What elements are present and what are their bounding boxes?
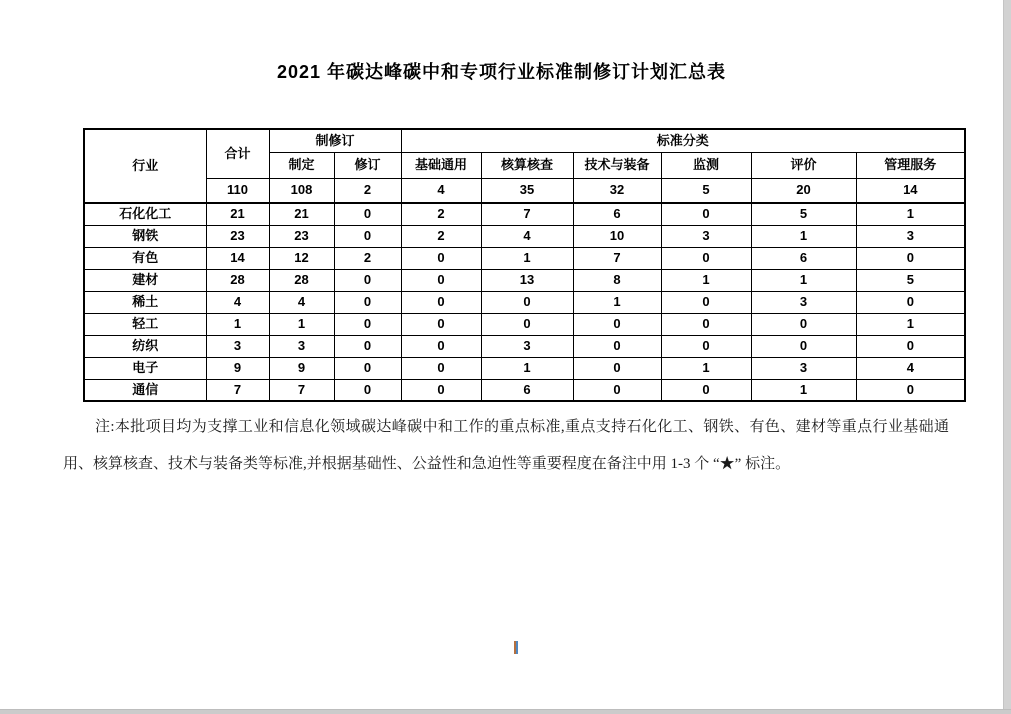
note-text: 注:本批项目均为支撑工业和信息化领域碳达峰碳中和工作的重点标准,重点支持石化化工、钢铁、有色、建材等重点行业基础通用、核算核查、技术与装备类等标准,并根据基础性、公益性和急迫性等重要程度在备注中用 1-3 个 “★” 标注。 — [63, 419, 949, 472]
value-cell: 0 — [573, 379, 661, 401]
header-industry: 行业 — [84, 129, 206, 203]
value-cell: 23 — [269, 225, 334, 247]
value-cell: 1 — [481, 357, 573, 379]
value-cell: 0 — [401, 357, 481, 379]
table-row — [84, 291, 965, 313]
value-cell: 0 — [334, 291, 401, 313]
value-cell: 2 — [334, 247, 401, 269]
value-cell: 1 — [661, 269, 751, 291]
industry-cell: 电子 — [84, 357, 206, 379]
header-class-basic: 基础通用 — [401, 152, 481, 178]
table-row — [84, 313, 965, 335]
industry-cell: 轻工 — [84, 313, 206, 335]
value-cell: 1 — [206, 313, 269, 335]
value-cell: 8 — [573, 269, 661, 291]
document-title: 2021 年碳达峰碳中和专项行业标准制修订计划汇总表 — [276, 62, 727, 82]
value-cell: 0 — [661, 291, 751, 313]
page-edge-right — [1003, 0, 1011, 714]
table-row — [84, 203, 965, 225]
value-cell: 7 — [269, 379, 334, 401]
value-cell: 0 — [481, 313, 573, 335]
value-cell: 21 — [269, 203, 334, 225]
value-cell: 1 — [751, 379, 856, 401]
header-revise: 修订 — [334, 152, 401, 178]
value-cell: 7 — [206, 379, 269, 401]
value-cell: 0 — [751, 335, 856, 357]
total-cell: 32 — [573, 178, 661, 203]
value-cell: 1 — [481, 247, 573, 269]
total-cell: 20 — [751, 178, 856, 203]
value-cell: 3 — [206, 335, 269, 357]
industry-cell: 石化化工 — [84, 203, 206, 225]
value-cell: 1 — [573, 291, 661, 313]
header-formulate: 制定 — [269, 152, 334, 178]
value-cell: 0 — [856, 291, 965, 313]
value-cell: 0 — [661, 335, 751, 357]
total-cell: 14 — [856, 178, 965, 203]
value-cell: 14 — [206, 247, 269, 269]
industry-cell: 钢铁 — [84, 225, 206, 247]
value-cell: 7 — [481, 203, 573, 225]
value-cell: 0 — [401, 335, 481, 357]
value-cell: 0 — [334, 269, 401, 291]
value-cell: 3 — [856, 225, 965, 247]
industry-cell: 有色 — [84, 247, 206, 269]
value-cell: 3 — [269, 335, 334, 357]
value-cell: 0 — [573, 313, 661, 335]
value-cell: 3 — [661, 225, 751, 247]
value-cell: 5 — [751, 203, 856, 225]
value-cell: 21 — [206, 203, 269, 225]
value-cell: 0 — [573, 335, 661, 357]
table-row — [84, 379, 965, 401]
value-cell: 4 — [856, 357, 965, 379]
value-cell: 28 — [206, 269, 269, 291]
value-cell: 0 — [401, 313, 481, 335]
standards-summary-table — [83, 128, 966, 402]
page-number-marker — [514, 641, 518, 654]
value-cell: 0 — [334, 335, 401, 357]
industry-cell: 稀土 — [84, 291, 206, 313]
value-cell: 0 — [334, 357, 401, 379]
value-cell: 0 — [401, 247, 481, 269]
header-class-accounting: 核算核查 — [481, 152, 573, 178]
value-cell: 1 — [856, 203, 965, 225]
total-cell: 110 — [206, 178, 269, 203]
header-class-technology: 技术与装备 — [573, 152, 661, 178]
total-cell: 108 — [269, 178, 334, 203]
industry-cell: 纺织 — [84, 335, 206, 357]
table-row — [84, 335, 965, 357]
total-cell: 5 — [661, 178, 751, 203]
header-classification-group: 标准分类 — [401, 129, 965, 152]
value-cell: 2 — [401, 225, 481, 247]
value-cell: 0 — [751, 313, 856, 335]
header-class-monitoring: 监测 — [661, 152, 751, 178]
table-row — [84, 247, 965, 269]
total-cell: 35 — [481, 178, 573, 203]
value-cell: 1 — [269, 313, 334, 335]
value-cell: 28 — [269, 269, 334, 291]
value-cell: 2 — [401, 203, 481, 225]
value-cell: 4 — [206, 291, 269, 313]
value-cell: 0 — [573, 357, 661, 379]
value-cell: 0 — [334, 225, 401, 247]
value-cell: 13 — [481, 269, 573, 291]
value-cell: 6 — [573, 203, 661, 225]
value-cell: 0 — [401, 269, 481, 291]
table-row — [84, 357, 965, 379]
value-cell: 6 — [751, 247, 856, 269]
value-cell: 1 — [661, 357, 751, 379]
value-cell: 0 — [334, 379, 401, 401]
value-cell: 0 — [481, 291, 573, 313]
value-cell: 1 — [751, 225, 856, 247]
value-cell: 0 — [661, 203, 751, 225]
value-cell: 0 — [334, 203, 401, 225]
value-cell: 0 — [856, 247, 965, 269]
value-cell: 3 — [751, 357, 856, 379]
value-cell: 0 — [661, 247, 751, 269]
header-total: 合计 — [206, 129, 269, 178]
value-cell: 1 — [856, 313, 965, 335]
header-row-1 — [84, 129, 965, 152]
value-cell: 0 — [334, 313, 401, 335]
value-cell: 3 — [751, 291, 856, 313]
value-cell: 0 — [401, 291, 481, 313]
value-cell: 6 — [481, 379, 573, 401]
industry-cell: 建材 — [84, 269, 206, 291]
totals-row — [84, 178, 965, 203]
value-cell: 3 — [481, 335, 573, 357]
value-cell: 9 — [206, 357, 269, 379]
value-cell: 0 — [856, 335, 965, 357]
value-cell: 9 — [269, 357, 334, 379]
table-row — [84, 225, 965, 247]
header-class-management: 管理服务 — [856, 152, 965, 178]
header-class-evaluation: 评价 — [751, 152, 856, 178]
total-cell: 4 — [401, 178, 481, 203]
value-cell: 4 — [481, 225, 573, 247]
header-revision-group: 制修订 — [269, 129, 401, 152]
value-cell: 7 — [573, 247, 661, 269]
value-cell: 1 — [751, 269, 856, 291]
value-cell: 4 — [269, 291, 334, 313]
value-cell: 0 — [661, 379, 751, 401]
value-cell: 0 — [661, 313, 751, 335]
value-cell: 0 — [856, 379, 965, 401]
value-cell: 12 — [269, 247, 334, 269]
total-cell: 2 — [334, 178, 401, 203]
value-cell: 10 — [573, 225, 661, 247]
page-edge-bottom — [0, 709, 1011, 714]
value-cell: 0 — [401, 379, 481, 401]
value-cell: 5 — [856, 269, 965, 291]
value-cell: 23 — [206, 225, 269, 247]
table-row — [84, 269, 965, 291]
industry-cell: 通信 — [84, 379, 206, 401]
